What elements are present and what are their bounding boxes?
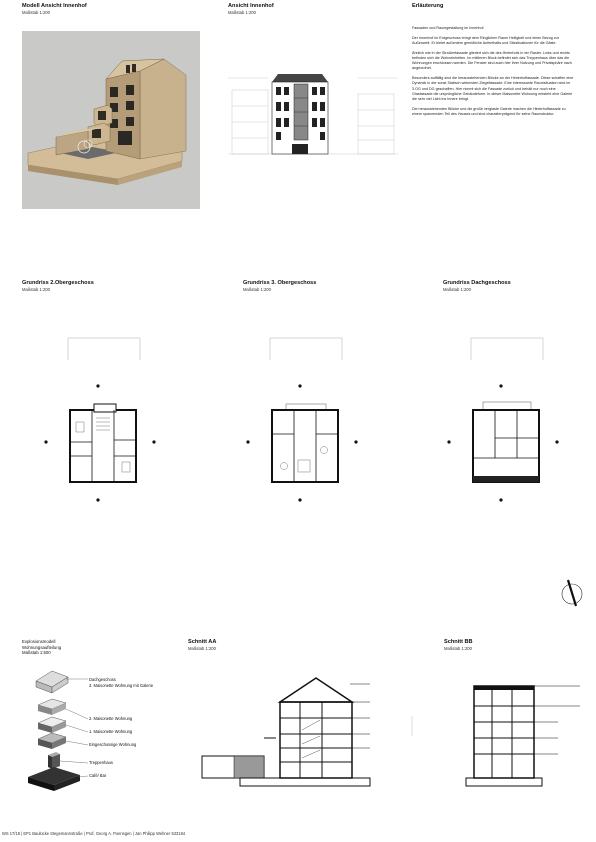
explanation-paragraph-4: Besonders auffällig sind die herausstehenden Blöcke an der Hinterhoffassade. Diese schaffen eine Dynamik in der sonst Statisch wirkenden Ziegelfassade. Eine interessante Raumsituation wird im 3.OG und DG geschaffen. Hier nimmt sich die Fassade zurück und behält nur noch eine Glasfassade die ursprüngliche Gebäudeform. In dieser Maisonette Wohnung entsteht eine Galerie die sehr viel Licht ins Innere bringt.	[412, 76, 574, 102]
floorplan-3og-drawing	[242, 330, 372, 500]
floorplan-dg-drawing	[443, 330, 573, 500]
courtyard-elevation-title: Ansicht Innenhof	[228, 3, 274, 9]
section-aa-scale: Maßstab 1:200	[188, 646, 216, 651]
explosion-label-eingeschossig: Eingeschossige Wohnung	[89, 742, 137, 747]
section-aa-drawing	[200, 672, 410, 792]
explosion-model-heading	[22, 639, 61, 656]
model-view-scale: Maßstab 1:200	[22, 10, 50, 15]
north-arrow-icon	[560, 578, 584, 606]
explanation-paragraph-1: Fassaden und Raumgestaltung im Innenhof	[412, 26, 484, 30]
explanation-title: Erläuterung	[412, 3, 444, 9]
courtyard-elevation-scale: Maßstab 1:200	[228, 10, 256, 15]
explosion-label-treppenhaus: Treppenhaus	[89, 760, 113, 765]
explosion-label-1-maisonette: 1. Maisonette Wohnung	[89, 729, 133, 734]
explosion-title-line1: Explosionsmodell	[22, 639, 56, 644]
floorplan-dg-scale: Maßstab 1:200	[443, 287, 471, 292]
model-view-title: Modell Ansicht Innenhof	[22, 3, 87, 9]
explanation-paragraph-5: Die herausstehenden Blöcke und die große verglaste Galerie machen die Hinterhoffassade zu einem spannenden Teil des Hauses und sind charakterprägend für seine Raumstruktur.	[412, 106, 566, 117]
explosion-label-2-maisonette: 2. Maisonette Wohnung	[89, 716, 133, 721]
floorplan-3og-title: Grundriss 3. Obergeschoss	[243, 280, 317, 286]
section-aa-title: Schnitt AA	[188, 639, 217, 645]
section-bb-scale: Maßstab 1:200	[444, 646, 472, 651]
section-bb-title: Schnitt BB	[444, 639, 473, 645]
floorplan-dg-title: Grundriss Dachgeschoss	[443, 280, 511, 286]
floorplan-2og-title: Grundriss 2.Obergeschoss	[22, 280, 94, 286]
explosion-label-dachgeschoss: Dachgeschoss	[89, 677, 116, 682]
courtyard-elevation-drawing	[228, 70, 398, 160]
explosion-model-drawing	[22, 665, 92, 795]
explosion-scale: Maßstab 1:500	[22, 650, 51, 656]
explosion-title-line2: Wohnungsaufteilung	[22, 644, 62, 650]
model-photo	[22, 31, 200, 209]
explanation-text	[412, 26, 574, 122]
floorplan-3og-scale: Maßstab 1:200	[243, 287, 271, 292]
cardboard-model-drawing	[22, 31, 200, 209]
floorplan-2og-drawing	[40, 330, 170, 500]
explanation-paragraph-3: Ähnlich wie in der Straßenfassade gliedert sich die des Hinterhofs in ein Raster. Links und rechts befinden sich die Wohneinheiten. Im mittleren Block befindet sich das Treppenhaus über das die Wohnungen erschlossen werden. Die Fenster sind auch hier ihrer Nutzung und Privatsphäre nach angeordnet.	[412, 50, 572, 71]
explosion-label-3-maisonette: 3. Maisonette Wohnung mit Galerie	[89, 683, 154, 688]
explosion-label-cafe-bar: Café/ Bar	[89, 773, 107, 778]
explanation-paragraph-2: Der Innenhof im Erdgeschoss bringt dem Ringlichen Raum Helligkeit und einen Bezug zur Außenwelt. Er bietet außerdem gemütliche Aufenthalts und Sitzsituationen für die Gäste.	[412, 35, 559, 45]
floorplan-2og-scale: Maßstab 1:200	[22, 287, 50, 292]
footer-credits: WS 17/18 | EP1 Baulücke Stegemannstraße | Prof. Georg A. Poensgen | Jan Philipp Wehner 533184	[2, 831, 186, 836]
section-bb-drawing	[462, 672, 580, 792]
